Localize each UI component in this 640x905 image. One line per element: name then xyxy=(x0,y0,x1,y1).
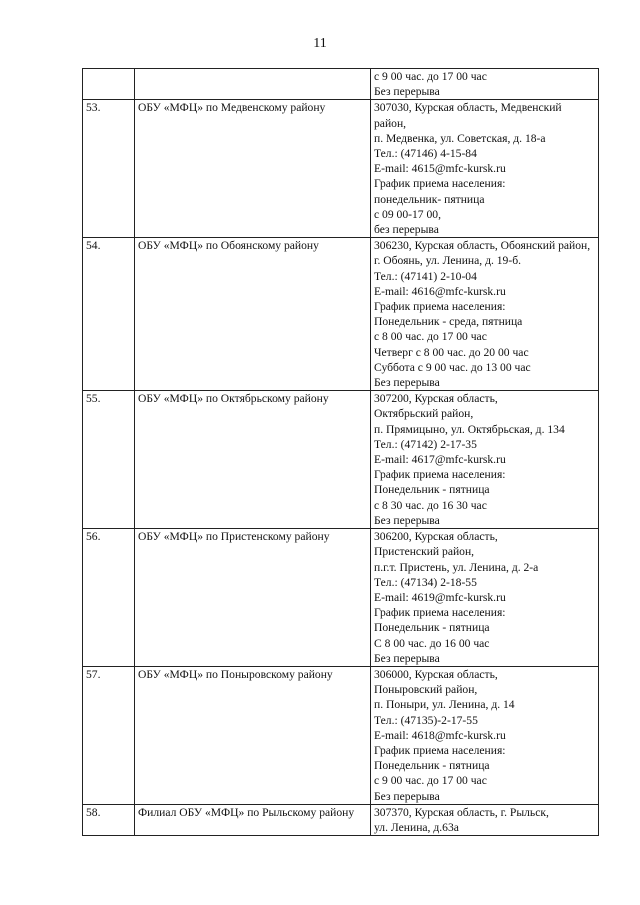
schedule-days: Понедельник - пятница xyxy=(374,483,490,497)
table-row xyxy=(83,238,599,391)
table-row xyxy=(83,391,599,529)
schedule-break: без перерыва xyxy=(374,223,439,237)
schedule-break: Без перерыва xyxy=(374,376,440,390)
table-row xyxy=(83,804,599,835)
office-name-cell: ОБУ «МФЦ» по Пристенскому району xyxy=(135,529,371,667)
schedule-heading: График приема населения: xyxy=(374,606,506,620)
address-line: 306200, Курская область, xyxy=(374,530,498,544)
table-row-continuation xyxy=(83,69,599,100)
email-line: E-mail: 4616@mfc-kursk.ru xyxy=(374,284,506,298)
row-number-cell xyxy=(83,69,135,100)
email-line: E-mail: 4617@mfc-kursk.ru xyxy=(374,453,506,467)
schedule-days: Понедельник - среда, пятница xyxy=(374,315,523,329)
office-name-cell: ОБУ «МФЦ» по Октябрьскому району xyxy=(135,391,371,529)
schedule-heading: График приема населения: xyxy=(374,743,506,757)
office-info-cell xyxy=(371,804,599,835)
address-street: п. Прямицыно, ул. Октябрьская, д. 134 xyxy=(374,422,565,436)
row-number-cell: 58. xyxy=(83,804,135,835)
schedule-break: Без перерыва xyxy=(374,789,440,803)
schedule-thursday: Четверг с 8 00 час. до 20 00 час xyxy=(374,345,529,359)
address-district: Пристенский район, xyxy=(374,545,475,559)
address-street: г. Обоянь, ул. Ленина, д. 19-б. xyxy=(374,254,522,268)
office-name-cell xyxy=(135,69,371,100)
phone-line: Тел.: (47142) 2-17-35 xyxy=(374,437,477,451)
schedule-heading: График приема населения: xyxy=(374,300,506,314)
schedule-hours: с 9 00 час. до 17 00 час xyxy=(374,774,487,788)
address-street: п. Поныри, ул. Ленина, д. 14 xyxy=(374,698,515,712)
office-info-cell xyxy=(371,238,599,391)
phone-line: Тел.: (47141) 2-10-04 xyxy=(374,269,477,283)
schedule-heading: График приема населения: xyxy=(374,177,506,191)
email-line: E-mail: 4618@mfc-kursk.ru xyxy=(374,728,506,742)
office-info-cell xyxy=(371,666,599,804)
schedule-hours: с 8 00 час. до 17 00 час xyxy=(374,330,487,344)
table-row xyxy=(83,666,599,804)
phone-line: Тел.: (47146) 4-15-84 xyxy=(374,147,477,161)
office-info-cell xyxy=(371,391,599,529)
row-number-cell: 56. xyxy=(83,529,135,667)
page-number: 11 xyxy=(313,36,327,51)
table-row xyxy=(83,100,599,238)
address-street: п. Медвенка, ул. Советская, д. 18-а xyxy=(374,131,546,145)
row-number-cell: 53. xyxy=(83,100,135,238)
schedule-hours: с 09 00-17 00, xyxy=(374,207,441,221)
mfc-offices-table xyxy=(82,68,599,836)
table-row xyxy=(83,529,599,667)
address-line: 306230, Курская область, Обоянский район, xyxy=(374,239,591,253)
address-district: Поныровский район, xyxy=(374,683,478,697)
schedule-break: Без перерыва xyxy=(374,85,440,99)
office-info-cell xyxy=(371,69,599,100)
schedule-heading: График приема населения: xyxy=(374,468,506,482)
office-name-cell: ОБУ «МФЦ» по Медвенскому району xyxy=(135,100,371,238)
row-number-cell: 55. xyxy=(83,391,135,529)
schedule-hours: с 9 00 час. до 17 00 час xyxy=(374,70,487,83)
office-info-cell xyxy=(371,100,599,238)
schedule-days: Понедельник - пятница xyxy=(374,759,490,773)
email-line: E-mail: 4615@mfc-kursk.ru xyxy=(374,162,506,176)
address-line: 307370, Курская область, г. Рыльск, xyxy=(374,805,549,819)
schedule-days: понедельник- пятница xyxy=(374,192,485,206)
office-name-cell: Филиал ОБУ «МФЦ» по Рыльскому району xyxy=(135,804,371,835)
address-street: п.г.т. Пристень, ул. Ленина, д. 2-а xyxy=(374,560,539,574)
schedule-saturday: Суббота с 9 00 час. до 13 00 час xyxy=(374,360,531,374)
row-number-cell: 57. xyxy=(83,666,135,804)
phone-line: Тел.: (47134) 2-18-55 xyxy=(374,575,477,589)
phone-line: Тел.: (47135)-2-17-55 xyxy=(374,713,478,727)
address-street: ул. Ленина, д.63а xyxy=(374,820,459,834)
address-line: 306000, Курская область, xyxy=(374,667,498,681)
office-info-cell xyxy=(371,529,599,667)
schedule-break: Без перерыва xyxy=(374,513,440,527)
schedule-hours: с 8 30 час. до 16 30 час xyxy=(374,498,487,512)
office-name-cell: ОБУ «МФЦ» по Обоянскому району xyxy=(135,238,371,391)
office-name-cell: ОБУ «МФЦ» по Поныровскому району xyxy=(135,666,371,804)
schedule-hours: С 8 00 час. до 16 00 час xyxy=(374,636,490,650)
row-number-cell: 54. xyxy=(83,238,135,391)
address-line: 307030, Курская область, Медвенский район, xyxy=(374,101,562,130)
address-district: Октябрьский район, xyxy=(374,407,474,421)
schedule-break: Без перерыва xyxy=(374,651,440,665)
email-line: E-mail: 4619@mfc-kursk.ru xyxy=(374,590,506,604)
schedule-days: Понедельник - пятница xyxy=(374,621,490,635)
address-line: 307200, Курская область, xyxy=(374,392,498,406)
